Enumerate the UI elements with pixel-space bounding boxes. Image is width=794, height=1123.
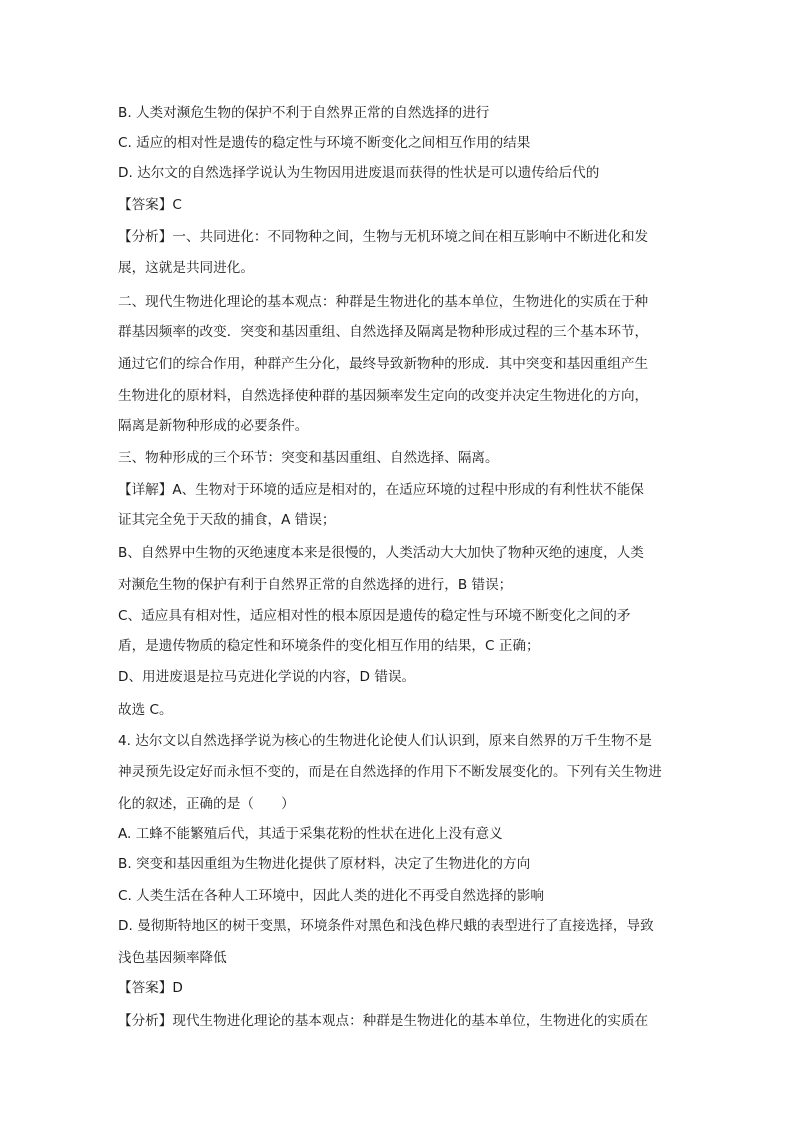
analysis-line: 隔离是新物种形成的必要条件。: [118, 418, 309, 434]
detail-line: C、适应具有相对性，适应相对性的根本原因是遗传的稳定性与环境不断变化之间的矛: [118, 608, 631, 624]
option-d-q4: D. 曼彻斯特地区的树干变黑，环境条件对黑色和浅色桦尺蛾的表型进行了直接选择，导致: [118, 918, 654, 934]
detail-line: D、用进废退是拉马克进化学说的内容，D 错误。: [118, 669, 416, 685]
detail-line: 证其完全免于天敌的捕食，A 错误；: [118, 512, 336, 528]
option-d-q4-cont: 浅色基因频率降低: [118, 950, 227, 966]
detail-line: 【详解】A、生物对于环境的适应是相对的，在适应环境的过程中形成的有利性状不能保: [118, 482, 644, 498]
analysis-line: 【分析】一、共同进化：不同物种之间，生物与无机环境之间在相互影响中不断进化和发: [118, 229, 649, 245]
question-4-stem: 神灵预先设定好而永恒不变的，而是在自然选择的作用下不断发展变化的。下列有关生物进: [118, 764, 662, 780]
option-b-q4: B. 突变和基因重组为生物进化提供了原材料，决定了生物进化的方向: [118, 856, 531, 872]
answer-q3: 【答案】C: [118, 197, 182, 213]
answer-q4: 【答案】D: [118, 980, 183, 996]
detail-line: B、自然界中生物的灭绝速度本来是很慢的，人类活动大大加快了物种灭绝的速度，人类: [118, 545, 644, 561]
detail-line: 对濒危生物的保护有利于自然界正常的自然选择的进行，B 错误；: [118, 577, 513, 593]
question-4-stem: 4. 达尔文以自然选择学说为核心的生物进化论使人们认识到，原来自然界的万千生物不是: [118, 733, 652, 749]
option-d-q3: D. 达尔文的自然选择学说认为生物因用进废退而获得的性状是可以遗传给后代的: [118, 165, 600, 181]
option-a-q4: A. 工蜂不能繁殖后代，其适于采集花粉的性状在进化上没有意义: [118, 826, 503, 842]
analysis-line: 通过它们的综合作用，种群产生分化，最终导致新物种的形成．其中突变和基因重组产生: [118, 356, 649, 372]
option-c-q4: C. 人类生活在各种人工环境中，因此人类的进化不再受自然选择的影响: [118, 888, 544, 904]
analysis-line: 二、现代生物进化理论的基本观点：种群是生物进化的基本单位，生物进化的实质在于种: [118, 294, 649, 310]
option-b-q3: B. 人类对濒危生物的保护不利于自然界正常的自然选择的进行: [118, 105, 490, 121]
choose-line: 故选 C。: [118, 702, 173, 718]
option-c-q3: C. 适应的相对性是遗传的稳定性与环境不断变化之间相互作用的结果: [118, 135, 531, 151]
analysis-line: 三、物种形成的三个环节：突变和基因重组、自然选择、隔离。: [118, 450, 499, 466]
analysis-line: 生物进化的原材料，自然选择使种群的基因频率发生定向的改变并决定生物进化的方向，: [118, 388, 649, 404]
detail-line: 盾，是遗传物质的稳定性和环境条件的变化相互作用的结果，C 正确；: [118, 638, 540, 654]
analysis-line-q4: 【分析】现代生物进化理论的基本观点：种群是生物进化的基本单位，生物进化的实质在: [118, 1013, 649, 1029]
question-4-stem: 化的叙述，正确的是（ ）: [118, 796, 295, 812]
analysis-line: 群基因频率的改变．突变和基因重组、自然选择及隔离是物种形成过程的三个基本环节，: [118, 324, 649, 340]
analysis-line: 展，这就是共同进化。: [118, 260, 254, 276]
